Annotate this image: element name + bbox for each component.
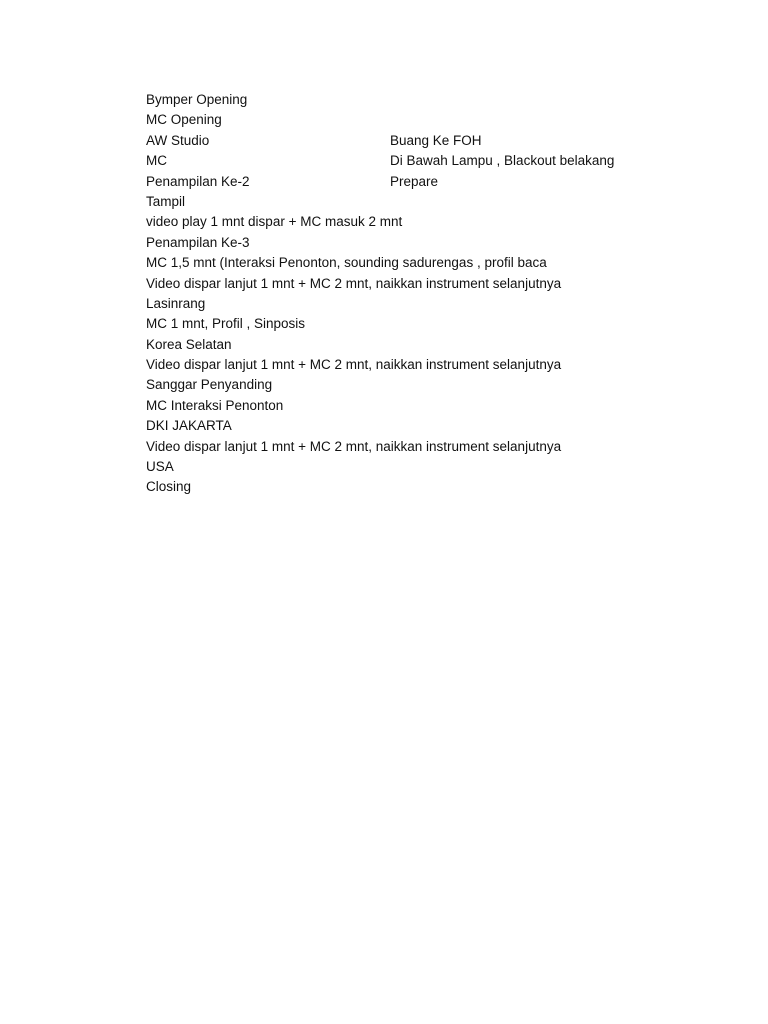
list-item	[146, 457, 746, 477]
item-text: MC	[146, 153, 167, 169]
list-item	[146, 375, 746, 395]
rundown-list	[146, 90, 746, 498]
item-text: USA	[146, 459, 174, 475]
list-item	[146, 396, 746, 416]
item-text: Korea Selatan	[146, 336, 232, 352]
list-item	[146, 437, 746, 457]
item-text: Closing	[146, 479, 192, 495]
item-note: Di Bawah Lampu , Blackout belakang	[390, 153, 615, 169]
item-text: Lasinrang	[146, 295, 206, 311]
item-text: MC 1,5 mnt (Interaksi Penonton, sounding sadurengas , profil baca	[146, 255, 547, 271]
item-text: MC 1 mnt, Profil , Sinposis	[146, 316, 306, 332]
list-item	[146, 212, 746, 232]
list-item	[146, 192, 746, 212]
item-text: video play 1 mnt dispar + MC masuk 2 mnt	[146, 214, 403, 230]
list-item	[146, 294, 746, 314]
item-text: Video dispar lanjut 1 mnt + MC 2 mnt, naikkan instrument selanjutnya	[146, 438, 562, 454]
item-text: Penampilan Ke-2	[146, 173, 250, 189]
list-item	[146, 355, 746, 375]
list-item	[146, 274, 746, 294]
list-item	[146, 416, 746, 436]
item-text: Penampilan Ke-3	[146, 234, 250, 250]
list-item	[146, 233, 746, 253]
item-text: Bymper Opening	[146, 92, 248, 107]
item-text: Video dispar lanjut 1 mnt + MC 2 mnt, naikkan instrument selanjutnya	[146, 357, 562, 373]
list-item	[146, 314, 746, 334]
list-item	[146, 172, 746, 192]
list-item	[146, 253, 746, 273]
list-item	[146, 335, 746, 355]
list-item	[146, 90, 746, 110]
item-text: Sanggar Penyanding	[146, 377, 273, 393]
item-note: Prepare	[390, 173, 439, 189]
item-text: Tampil	[146, 193, 186, 209]
item-text: DKI JAKARTA	[146, 418, 232, 434]
item-text: AW Studio	[146, 132, 210, 148]
list-item	[146, 151, 746, 171]
list-item	[146, 477, 746, 497]
item-note: Buang Ke FOH	[390, 132, 482, 148]
item-text: Video dispar lanjut 1 mnt + MC 2 mnt, naikkan instrument selanjutnya	[146, 275, 562, 291]
list-item	[146, 110, 746, 130]
list-item	[146, 131, 746, 151]
item-text: MC Opening	[146, 112, 222, 128]
item-text: MC Interaksi Penonton	[146, 397, 284, 413]
